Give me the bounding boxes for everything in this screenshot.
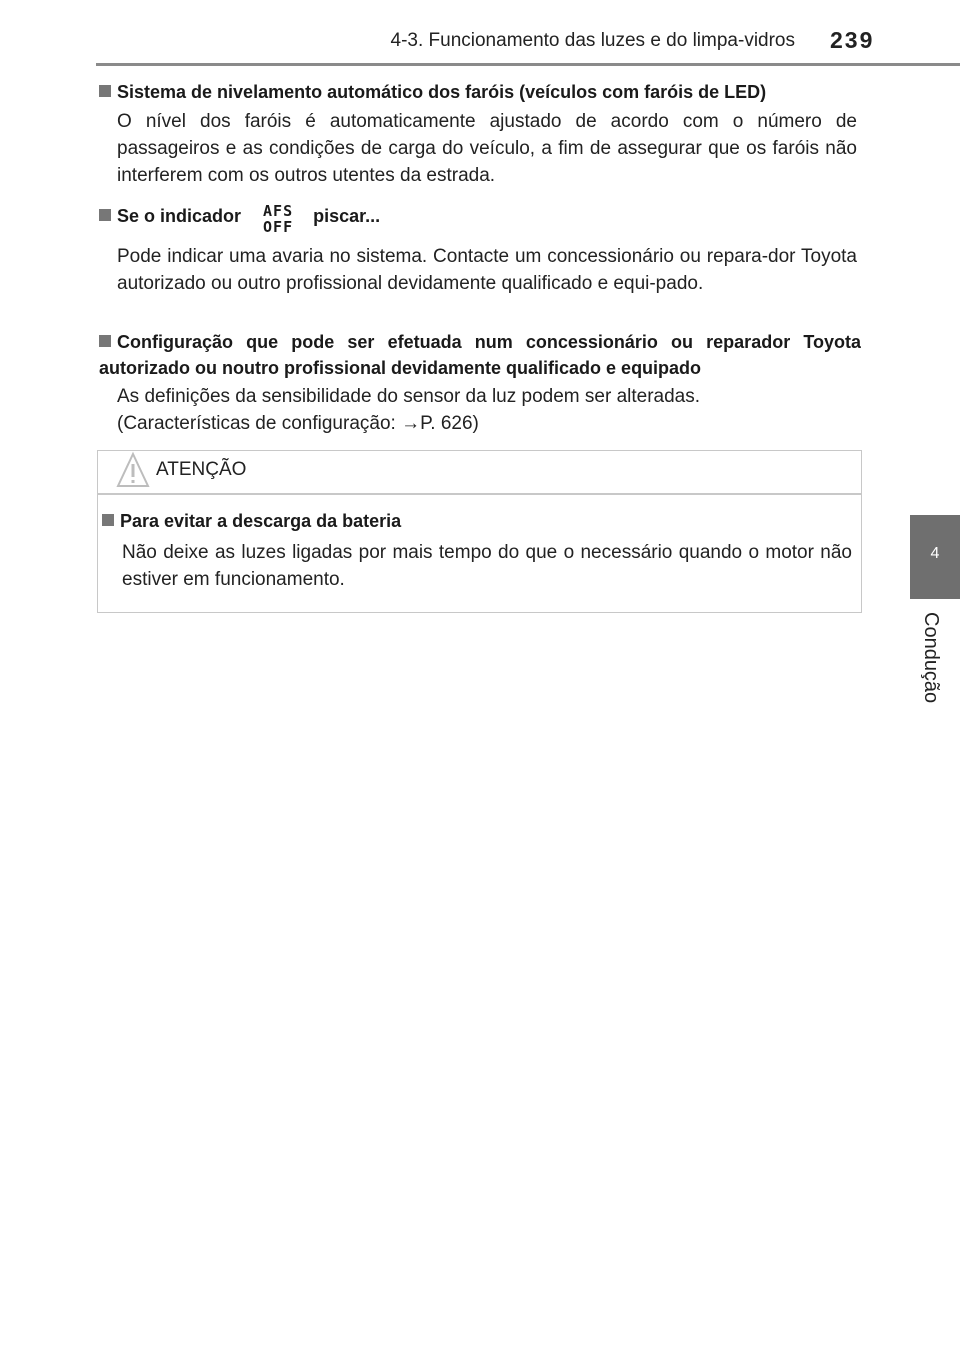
chapter-label: Condução xyxy=(920,612,942,704)
bullet-square-icon xyxy=(102,514,114,526)
chapter-number: 4 xyxy=(930,545,940,562)
section-heading-indicator: Se o indicador AFS OFFpiscar... xyxy=(99,203,869,235)
section-heading-configuration: Configuração que pode ser efetuada num concessionário ou reparador Toyota autorizado ou noutro profissional devidamente qualificado e equipado xyxy=(99,332,861,378)
warning-header xyxy=(98,451,861,495)
warning-box xyxy=(97,450,862,613)
warning-body: Não deixe as luzes ligadas por mais tempo do que o necessário quando o motor não estiver em funcionamento. xyxy=(122,542,852,590)
warning-subheading: Para evitar a descarga da bateria xyxy=(102,511,401,532)
section-body-indicator: Pode indicar uma avaria no sistema. Contacte um concessionário ou repara-dor Toyota autorizado ou outro profissional devidamente qualificado e equi-pado. xyxy=(117,246,857,294)
section-heading-leveling: Sistema de nivelamento automático dos faróis (veículos com faróis de LED) xyxy=(99,82,869,103)
bullet-square-icon xyxy=(99,335,111,347)
header-rule xyxy=(96,63,960,66)
bullet-square-icon xyxy=(99,85,111,97)
page-number: 239 xyxy=(830,27,875,53)
warning-title: ATENÇÃO xyxy=(156,459,247,480)
chapter-tab xyxy=(910,515,960,599)
afs-off-icon: AFS OFF xyxy=(263,202,294,236)
warning-triangle-icon xyxy=(116,451,150,489)
bullet-square-icon xyxy=(99,209,111,221)
section-body-leveling: O nível dos faróis é automaticamente ajustado de acordo com o número de passageiros e as condições de carga do veículo, a fim de assegurar que os faróis não interferem com os outros utentes da estrada. xyxy=(117,111,857,186)
section-body-configuration: As definições da sensibilidade do sensor da luz podem ser alteradas. (Características de configuração: →P. 626) xyxy=(117,386,701,434)
section-title: 4-3. Funcionamento das luzes e do limpa-vidros xyxy=(390,30,795,51)
